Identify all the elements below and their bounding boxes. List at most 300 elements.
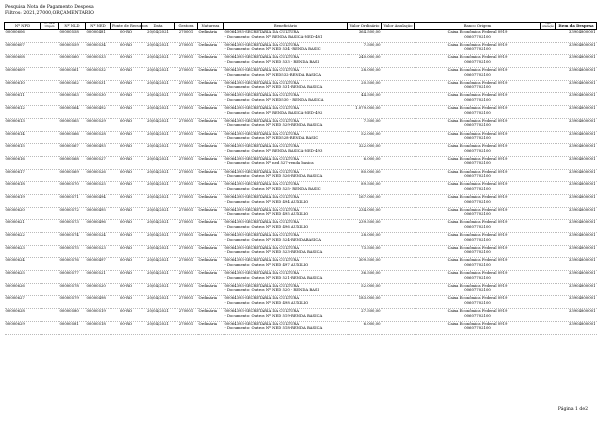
cell-fonte: 00-RO [111,93,142,106]
cell-data: 20/04/2021 [142,169,175,182]
cell-tipo-anulacao [541,131,556,144]
cell-valor-anulacao [382,283,415,296]
cell-beneficiario-line: - Documento: Outros Nº NED 529-RENDA BASICA [224,122,323,128]
cell-beneficiario [224,321,348,334]
cell-data: 20/04/2021 [142,309,175,322]
cell-beneficiario-line: 00064393-SECRETARIA DA CULTURA [224,270,300,276]
cell-tipo-anulacao [541,55,556,68]
cell-beneficiario [224,42,348,55]
cell-natureza: Ordinária [198,258,224,271]
table-row [5,118,597,131]
cell-natureza: Ordinária [198,283,224,296]
cell-gestora: 270001 [175,321,198,334]
table-row [5,169,597,182]
cell-banco-origem-line: Caixa Econômica Federal 0919 [447,181,508,187]
cell-valor-anulacao [382,42,415,55]
cell-valor-ordinario: 364.500,00 [348,30,382,43]
cell-banco-origem [415,68,541,81]
cell-beneficiario [224,194,348,207]
cell-valor-ordinario: 73.500,00 [348,245,382,258]
cell-banco-origem [415,131,541,144]
cell-banco-origem-line: Caixa Econômica Federal 0919 [447,155,508,161]
cell-beneficiario-line: 00064393-SECRETARIA DA CULTURA [224,79,300,85]
cell-banco-origem [415,258,541,271]
cell-natureza: Ordinária [198,220,224,233]
cell-beneficiario-line: 00064393-SECRETARIA DA CULTURA [224,41,300,47]
cell-valor-ordinario: 239.500,00 [348,220,382,233]
cell-npd: 00000619 [5,194,41,207]
cell-ned: 00000528 [86,131,111,144]
cell-valor-anulacao [382,30,415,43]
cell-beneficiario-line: - Documento: Outros Nº NED 518-RENDA BASICA [224,325,323,331]
cell-banco-origem-line: Caixa Econômica Federal 0919 [447,41,508,47]
col-npd: Nº NPD [5,23,41,30]
cell-banco-origem-line: 00607702100 [464,312,491,318]
cell-beneficiario-line: - Documento: Outros Nº NED532-RENDA BASICA [224,71,322,77]
cell-beneficiario-line: 00064393-SECRETARIA DA CULTURA [224,181,300,187]
col-natureza: Natureza [198,23,224,30]
cell-fonte: 00-RO [111,68,142,81]
cell-beneficiario-line: 00064393-SECRETARIA DA CULTURA [224,282,300,288]
cell-npd-origem [41,55,59,68]
cell-gestora: 270001 [175,30,198,43]
cell-ned: 00000496 [86,220,111,233]
col-item-despesa: Item da Despesa [556,23,597,30]
cell-natureza: Ordinária [198,80,224,93]
cell-npd-origem [41,233,59,246]
cell-valor-anulacao [382,156,415,169]
cell-item-despesa: 33904800001 [556,233,597,246]
cell-beneficiario [224,296,348,309]
cell-tipo-anulacao [541,30,556,43]
cell-nld: 00000570 [59,182,86,195]
cell-data: 20/04/2021 [142,245,175,258]
cell-banco-origem-line: 00607702100 [464,46,491,52]
cell-gestora: 270001 [175,106,198,119]
cell-fonte: 00-RO [111,169,142,182]
cell-fonte: 00-RO [111,156,142,169]
cell-data: 20/04/2021 [142,80,175,93]
cell-item-despesa: 33904800001 [556,283,597,296]
cell-tipo-anulacao [541,156,556,169]
cell-item-despesa: 33904800001 [556,220,597,233]
table-row [5,182,597,195]
cell-gestora: 270001 [175,68,198,81]
cell-valor-anulacao [382,258,415,271]
table-row [5,283,597,296]
cell-natureza: Ordinária [198,144,224,157]
cell-ned: 00000493 [86,144,111,157]
cell-beneficiario [224,220,348,233]
cell-beneficiario-line: - Documento: Outros Nº NED528-RENDA BASIC [224,135,319,141]
cell-tipo-anulacao [541,42,556,55]
cell-beneficiario-line: - Documento: Outros Nº ned 527-renda basica [224,160,314,166]
cell-banco-origem-line: Caixa Econômica Federal 0919 [447,244,508,250]
table-row [5,131,597,144]
cell-fonte: 00-RO [111,296,142,309]
cell-nld: 00000573 [59,220,86,233]
cell-banco-origem [415,309,541,322]
cell-ned: 00000523 [86,245,111,258]
table-row [5,42,597,55]
cell-banco-origem [415,233,541,246]
cell-beneficiario-line: 00064393-SECRETARIA DA CULTURA [224,54,300,60]
cell-banco-origem-line: Caixa Econômica Federal 0919 [447,219,508,225]
cell-tipo-anulacao [541,106,556,119]
cell-beneficiario-line: - Documento: Outros Nº RENDA BASICA-NED-492 [224,109,323,115]
cell-beneficiario-line: - Documento: Outros Nº RENDA BASICA-NED-493 [224,147,323,153]
cell-item-despesa: 33904800001 [556,118,597,131]
cell-npd-origem [41,296,59,309]
cell-npd: 00000610 [5,80,41,93]
cell-fonte: 00-RO [111,271,142,284]
cell-fonte: 00-RO [111,283,142,296]
cell-tipo-anulacao [541,283,556,296]
cell-tipo-anulacao [541,220,556,233]
cell-natureza: Ordinária [198,309,224,322]
cell-beneficiario [224,271,348,284]
cell-item-despesa: 33904800001 [556,55,597,68]
cell-npd-origem [41,156,59,169]
cell-tipo-anulacao [541,233,556,246]
cell-npd-origem [41,245,59,258]
cell-item-despesa: 33904800001 [556,80,597,93]
cell-gestora: 270001 [175,271,198,284]
cell-data: 20/04/2021 [142,68,175,81]
payment-notes-table [4,22,597,335]
cell-banco-origem-line: 00607702100 [464,198,491,204]
cell-ned: 00000498 [86,296,111,309]
cell-beneficiario [224,55,348,68]
cell-ned: 00000481 [86,30,111,43]
cell-data: 20/04/2021 [142,194,175,207]
cell-npd: 00000623 [5,245,41,258]
cell-item-despesa: 33904800001 [556,156,597,169]
cell-npd-origem [41,321,59,334]
cell-fonte: 00-RO [111,131,142,144]
cell-valor-anulacao [382,194,415,207]
cell-beneficiario-line: - Documento: Outros Nº NED 520 - RENDA BASI [224,287,320,293]
cell-banco-origem-line: 00607702100 [464,122,491,128]
cell-ned: 00000524 [86,233,111,246]
cell-item-despesa: 33904800001 [556,207,597,220]
cell-natureza: Ordinária [198,169,224,182]
cell-item-despesa: 33904800001 [556,321,597,334]
cell-fonte: 00-RO [111,233,142,246]
cell-data: 20/04/2021 [142,321,175,334]
cell-valor-anulacao [382,220,415,233]
cell-nld: 00000569 [59,169,86,182]
table-row [5,309,597,322]
cell-tipo-anulacao [541,296,556,309]
cell-nld: 00000565 [59,118,86,131]
cell-item-despesa: 33904800001 [556,296,597,309]
cell-banco-origem-line: Caixa Econômica Federal 0919 [447,257,508,263]
cell-banco-origem-line: Caixa Econômica Federal 0919 [447,206,508,212]
cell-natureza: Ordinária [198,42,224,55]
table-row [5,93,597,106]
col-gestora: Gestora [175,23,198,30]
cell-banco-origem-line: Caixa Econômica Federal 0919 [447,79,508,85]
cell-beneficiario-line: 00064393-SECRETARIA DA CULTURA [224,232,300,237]
cell-gestora: 270001 [175,55,198,68]
cell-valor-ordinario: 1.079.000,00 [348,106,382,119]
cell-item-despesa: 33904800001 [556,309,597,322]
table-row [5,30,597,43]
cell-banco-origem [415,194,541,207]
cell-tipo-anulacao [541,245,556,258]
cell-natureza: Ordinária [198,93,224,106]
cell-npd: 00000612 [5,106,41,119]
cell-nld: 00000568 [59,156,86,169]
table-row [5,207,597,220]
cell-npd: 00000611 [5,93,41,106]
cell-beneficiario-line: 00064393-SECRETARIA DA CULTURA [224,29,300,34]
cell-banco-origem [415,271,541,284]
page-number: Página 1 de2 [557,407,588,412]
cell-nld: 00000559 [59,42,86,55]
cell-beneficiario [224,182,348,195]
cell-data: 20/04/2021 [142,55,175,68]
cell-nld: 00000572 [59,207,86,220]
cell-gestora: 270001 [175,283,198,296]
cell-valor-ordinario: 240.000,00 [348,55,382,68]
cell-natureza: Ordinária [198,118,224,131]
cell-banco-origem [415,80,541,93]
cell-nld: 00000575 [59,245,86,258]
cell-npd: 00000620 [5,207,41,220]
cell-banco-origem-line: 00607702100 [464,325,491,331]
cell-beneficiario-line: - Documento: Outros Nº RENDA BASICA-NED-481 [224,33,323,39]
cell-banco-origem [415,42,541,55]
cell-item-despesa: 33904800001 [556,68,597,81]
filter-label: Filtros: [5,11,22,16]
cell-item-despesa: 33904800001 [556,169,597,182]
cell-banco-origem-line: 00607702100 [464,147,491,153]
cell-valor-ordinario: 20.500,00 [348,80,382,93]
cell-npd-origem [41,258,59,271]
cell-nld: 00000566 [59,131,86,144]
cell-gestora: 270001 [175,194,198,207]
cell-banco-origem-line: Caixa Econômica Federal 0919 [447,67,508,73]
cell-valor-ordinario: 52.000,00 [348,283,382,296]
cell-valor-ordinario: 167.000,00 [348,194,382,207]
cell-beneficiario-line: - Documento: Outros Nº NED 523-RENDA BASICA [224,249,323,255]
cell-npd-origem [41,283,59,296]
cell-beneficiario-line: 00064393-SECRETARIA DA CULTURA [224,155,300,161]
cell-valor-ordinario: 80.000,00 [348,169,382,182]
cell-nld: 00000576 [59,258,86,271]
cell-gestora: 270001 [175,156,198,169]
cell-fonte: 00-RO [111,207,142,220]
cell-npd-origem [41,118,59,131]
cell-valor-ordinario: 44.500,00 [348,93,382,106]
cell-npd: 00000608 [5,55,41,68]
cell-banco-origem-line: 00607702100 [464,33,491,39]
cell-nld: 00000562 [59,80,86,93]
cell-beneficiario-line: 00064393-SECRETARIA DA CULTURA [224,308,300,314]
cell-npd-origem [41,194,59,207]
cell-banco-origem-line: 00607702100 [464,274,491,280]
cell-valor-ordinario: 27.500,00 [348,309,382,322]
cell-natureza: Ordinária [198,233,224,246]
cell-beneficiario [224,80,348,93]
cell-npd: 00000618 [5,182,41,195]
cell-nld: 00000579 [59,296,86,309]
cell-data: 20/04/2021 [142,296,175,309]
cell-banco-origem-line: Caixa Econômica Federal 0919 [447,232,508,237]
cell-banco-origem-line: Caixa Econômica Federal 0919 [447,320,508,326]
cell-npd-origem [41,68,59,81]
cell-banco-origem-line: Caixa Econômica Federal 0919 [447,117,508,123]
cell-beneficiario-line: - Documento: Outros Nº NED 525- RENDA BASIC [224,185,321,191]
cell-natureza: Ordinária [198,245,224,258]
table-row [5,233,597,246]
cell-valor-anulacao [382,93,415,106]
cell-gestora: 270001 [175,296,198,309]
cell-banco-origem [415,296,541,309]
col-npd-origem: Nº NPD Origem [41,23,59,30]
cell-npd: 00000615 [5,144,41,157]
cell-npd-origem [41,207,59,220]
cell-gestora: 270001 [175,118,198,131]
cell-item-despesa: 33904800001 [556,93,597,106]
table-row [5,156,597,169]
cell-tipo-anulacao [541,271,556,284]
cell-item-despesa: 33904800001 [556,194,597,207]
cell-npd-origem [41,271,59,284]
cell-valor-ordinario: 28.000,00 [348,68,382,81]
cell-tipo-anulacao [541,194,556,207]
cell-nld: 00000578 [59,283,86,296]
cell-banco-origem-line: 00607702100 [464,211,491,217]
table-row [5,106,597,119]
cell-gestora: 270001 [175,245,198,258]
col-tipo-anulacao: Tipo Anulação [542,22,555,28]
cell-banco-origem [415,156,541,169]
table-row [5,220,597,233]
cell-data: 20/04/2021 [142,106,175,119]
cell-valor-ordinario: 234.000,00 [348,207,382,220]
cell-beneficiario-line: 00064393-SECRETARIA DA CULTURA [224,130,300,136]
col-data: Data [142,23,175,30]
cell-ned: 00000531 [86,80,111,93]
cell-beneficiario [224,207,348,220]
cell-beneficiario [224,233,348,246]
cell-beneficiario [224,106,348,119]
cell-data: 20/04/2021 [142,182,175,195]
cell-banco-origem-line: 00607702100 [464,135,491,141]
cell-data: 20/04/2021 [142,93,175,106]
cell-npd-origem [41,106,59,119]
cell-banco-origem [415,118,541,131]
cell-beneficiario [224,68,348,81]
cell-fonte: 00-RO [111,55,142,68]
cell-item-despesa: 33904800001 [556,245,597,258]
col-banco-origem: Banco Origem [415,23,541,30]
cell-npd: 00000621 [5,220,41,233]
cell-tipo-anulacao [541,258,556,271]
cell-beneficiario-line: 00064393-SECRETARIA DA CULTURA [224,143,300,149]
cell-natureza: Ordinária [198,156,224,169]
cell-beneficiario-line: - Documento: Outros Nº NED 498 AUXILIO [224,300,309,306]
cell-natureza: Ordinária [198,194,224,207]
cell-fonte: 00-RO [111,220,142,233]
cell-npd: 00000624 [5,258,41,271]
cell-fonte: 00-RO [111,245,142,258]
cell-beneficiario-line: - Documento: Outros Nº NED 526-RENDA BASICA [224,173,323,179]
cell-item-despesa: 33904800001 [556,42,597,55]
cell-banco-origem-line: Caixa Econômica Federal 0919 [447,29,508,34]
cell-natureza: Ordinária [198,55,224,68]
cell-ned: 00000527 [86,156,111,169]
cell-fonte: 00-RO [111,258,142,271]
cell-banco-origem [415,55,541,68]
cell-valor-ordinario: 28.000,00 [348,233,382,246]
cell-valor-ordinario: 89.500,00 [348,182,382,195]
cell-nld: 00000571 [59,194,86,207]
cell-banco-origem [415,283,541,296]
cell-beneficiario [224,169,348,182]
report-title: Pesquisa Nota de Pagamento Despesa [5,5,94,10]
cell-valor-anulacao [382,233,415,246]
cell-tipo-anulacao [541,93,556,106]
cell-nld: 00000574 [59,233,86,246]
cell-data: 20/04/2021 [142,30,175,43]
cell-fonte: 00-RO [111,30,142,43]
cell-banco-origem-line: 00607702100 [464,58,491,64]
cell-beneficiario-line: - Documento: Outros Nº NED 531-RENDA BASICA [224,84,323,90]
cell-beneficiario [224,258,348,271]
cell-data: 20/04/2021 [142,207,175,220]
cell-nld: 00000577 [59,271,86,284]
cell-beneficiario-line: 00064393-SECRETARIA DA CULTURA [224,67,300,73]
table-row [5,321,597,334]
cell-gestora: 270001 [175,258,198,271]
cell-data: 20/04/2021 [142,144,175,157]
cell-tipo-anulacao [541,182,556,195]
cell-ned: 00000530 [86,93,111,106]
cell-banco-origem-line: 00607702100 [464,249,491,255]
cell-beneficiario-line: - Documento: Outros Nº NED 519-RENDA BASICA [224,312,323,318]
cell-banco-origem-line: 00607702100 [464,71,491,77]
cell-banco-origem-line: Caixa Econômica Federal 0919 [447,295,508,301]
table-row [5,194,597,207]
cell-beneficiario [224,283,348,296]
cell-ned: 00000534 [86,42,111,55]
cell-npd: 00000613 [5,118,41,131]
cell-beneficiario [224,144,348,157]
cell-nld: 00000563 [59,93,86,106]
cell-valor-anulacao [382,309,415,322]
cell-valor-anulacao [382,106,415,119]
cell-beneficiario [224,156,348,169]
cell-tipo-anulacao [541,321,556,334]
cell-beneficiario-line: - Documento: Outros Nº NED 534 -RENDA BASIC [224,46,321,52]
cell-data: 20/04/2021 [142,118,175,131]
table-row [5,68,597,81]
table-row [5,271,597,284]
cell-beneficiario-line: 00064393-SECRETARIA DA CULTURA [224,295,300,301]
cell-beneficiario [224,245,348,258]
cell-banco-origem [415,30,541,43]
cell-banco-origem-line: 00607702100 [464,261,491,267]
cell-npd: 00000607 [5,42,41,55]
cell-natureza: Ordinária [198,131,224,144]
cell-banco-origem-line: 00607702100 [464,173,491,179]
cell-tipo-anulacao [541,309,556,322]
cell-valor-ordinario: 7.500,00 [348,118,382,131]
